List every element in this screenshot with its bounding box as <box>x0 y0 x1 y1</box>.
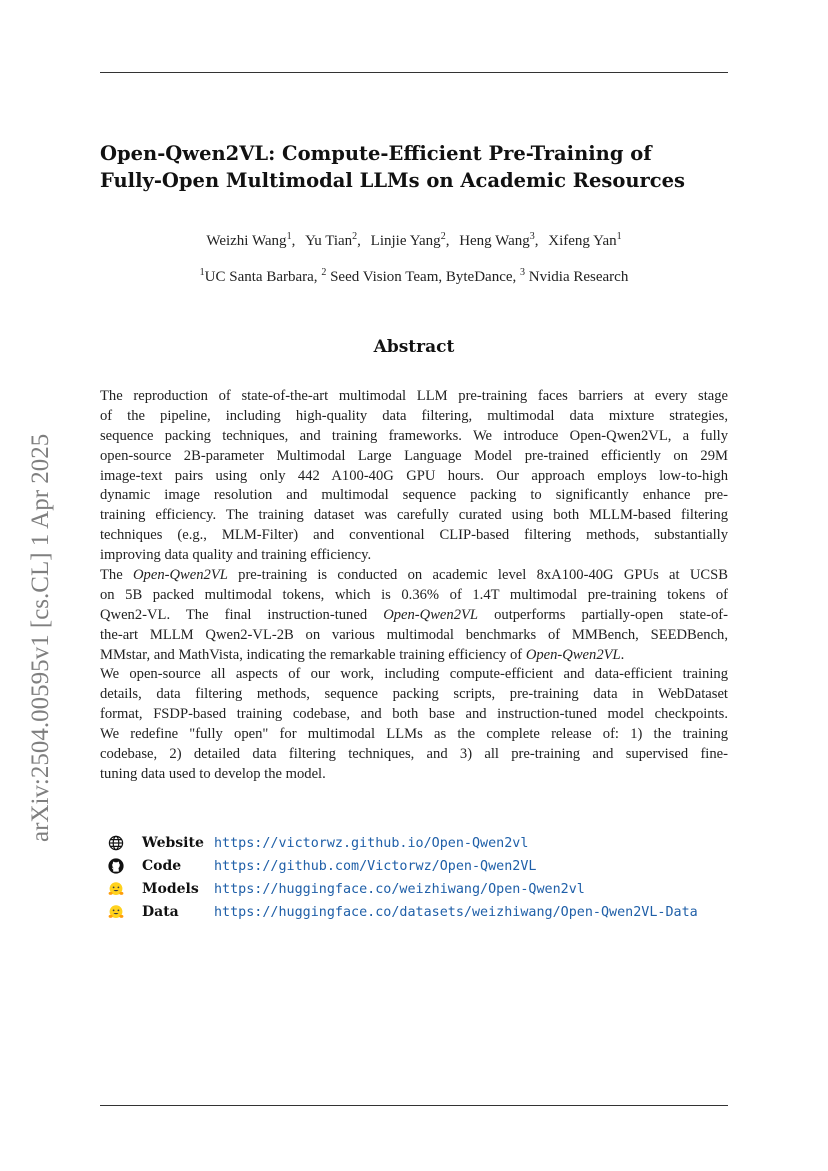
header-rule <box>100 72 728 73</box>
link-row-code <box>108 855 768 878</box>
affiliation: Seed Vision Team, ByteDance, <box>330 269 517 285</box>
abstract-line: the-art MLLM Qwen2-VL-2B on various multimodal benchmarks of MMBench, SEEDBench, <box>100 626 728 643</box>
author: Yu Tian$^2$, <box>305 231 361 249</box>
data-link[interactable]: https://huggingface.co/datasets/weizhiwang/Open-Qwen2VL-Data <box>214 905 698 920</box>
abstract-line: open-source 2B-parameter Multimodal Large Language Model pre-trained efficiently on 29M <box>100 447 728 464</box>
link-label: Models <box>142 881 199 897</box>
link-label: Data <box>142 904 179 920</box>
paper-title <box>100 140 728 194</box>
author-list <box>100 230 728 252</box>
link-row-models <box>108 878 768 901</box>
abstract-line: training efficiency. The training dataset was carefully curated using both MLLM-based filtering <box>100 507 728 524</box>
author: Linjie Yang$^2$, <box>370 231 450 249</box>
huggingface-icon <box>108 904 124 920</box>
link-label: Code <box>142 858 182 874</box>
abstract-line: format, FSDP-based training codebase, and both base and instruction-tuned model checkpoints. <box>100 706 728 723</box>
abstract-line: dynamic image resolution and multimodal sequence packing to significantly enhance pre- <box>100 487 728 504</box>
author: Weizhi Wang$^1$, <box>206 231 296 249</box>
affiliation: Nvidia Research <box>528 269 629 285</box>
globe-icon <box>108 835 124 851</box>
abstract-line: techniques (e.g., MLM-Filter) and conventional CLIP-based filtering methods, substantially <box>100 527 728 544</box>
abstract-line: details, data filtering methods, sequence packing scripts, pre-training data in WebDataset <box>100 686 728 703</box>
huggingface-icon <box>108 881 124 897</box>
arxiv-stamp <box>26 372 56 842</box>
abstract-line: image-text pairs using only 442 A100-40G GPU hours. Our approach employs low-to-high <box>100 467 728 484</box>
abstract-line: MMstar, and MathVista, indicating the remarkable training efficiency of Open-Qwen2VL. <box>100 646 625 663</box>
affiliation: UC Santa Barbara, <box>204 269 318 285</box>
abstract-line: The Open-Qwen2VL pre-training is conducted on academic level 8xA100-40G GPUs at UCSB <box>100 567 729 584</box>
code-link[interactable]: https://github.com/Victorwz/Open-Qwen2VL <box>214 859 537 874</box>
link-row-data <box>108 901 768 924</box>
abstract-line: codebase, 2) detailed data filtering techniques, and 3) all pre-training and supervised fine- <box>100 746 728 763</box>
author: Xifeng Yan$^1$ <box>548 231 622 249</box>
abstract-line: of the pipeline, including high-quality data filtering, multimodal data mixture strategies, <box>100 407 728 424</box>
link-row-website <box>108 832 768 855</box>
abstract-line: We redefine "fully open" for multimodal LLMs as the complete release of: 1) the training <box>100 726 728 743</box>
link-label: Website <box>142 835 204 851</box>
abstract-line: Qwen2-VL. The final instruction-tuned Open-Qwen2VL outperforms partially-open state-of- <box>100 606 728 623</box>
abstract-body <box>100 387 728 785</box>
website-link[interactable]: https://victorwz.github.io/Open-Qwen2vl <box>214 836 529 851</box>
resource-links <box>108 832 768 924</box>
abstract-line: on 5B packed multimodal tokens, which is 0.36% of 1.4T multimodal pre-training tokens of <box>100 586 728 603</box>
github-icon <box>108 858 124 874</box>
abstract-line: tuning data used to develop the model. <box>100 765 326 782</box>
author: Heng Wang$^3$, <box>459 231 539 249</box>
footer-rule <box>100 1105 728 1106</box>
title-line: Open-Qwen2VL: Compute-Efficient Pre-Training of <box>100 142 652 165</box>
abstract-line: sequence packing techniques, and training frameworks. We introduce Open-Qwen2VL, a fully <box>100 427 728 444</box>
abstract-line: The reproduction of state-of-the-art multimodal LLM pre-training faces barriers at every stage <box>100 388 728 404</box>
abstract-line: We open-source all aspects of our work, including compute-efficient and data-efficient training <box>100 666 728 683</box>
arxiv-id-text: arXiv:2504.00595v1 [cs.CL] 1 Apr 2025 <box>27 433 54 842</box>
title-line: Fully-Open Multimodal LLMs on Academic Resources <box>100 169 686 192</box>
affiliations: $^1$UC Santa Barbara, $^2$ Seed Vision Team, ByteDance, $^3$ Nvidia Research <box>199 267 629 285</box>
abstract-heading: Abstract <box>373 337 455 357</box>
models-link[interactable]: https://huggingface.co/weizhiwang/Open-Qwen2vl <box>214 882 585 897</box>
abstract-line: improving data quality and training efficiency. <box>100 547 372 564</box>
